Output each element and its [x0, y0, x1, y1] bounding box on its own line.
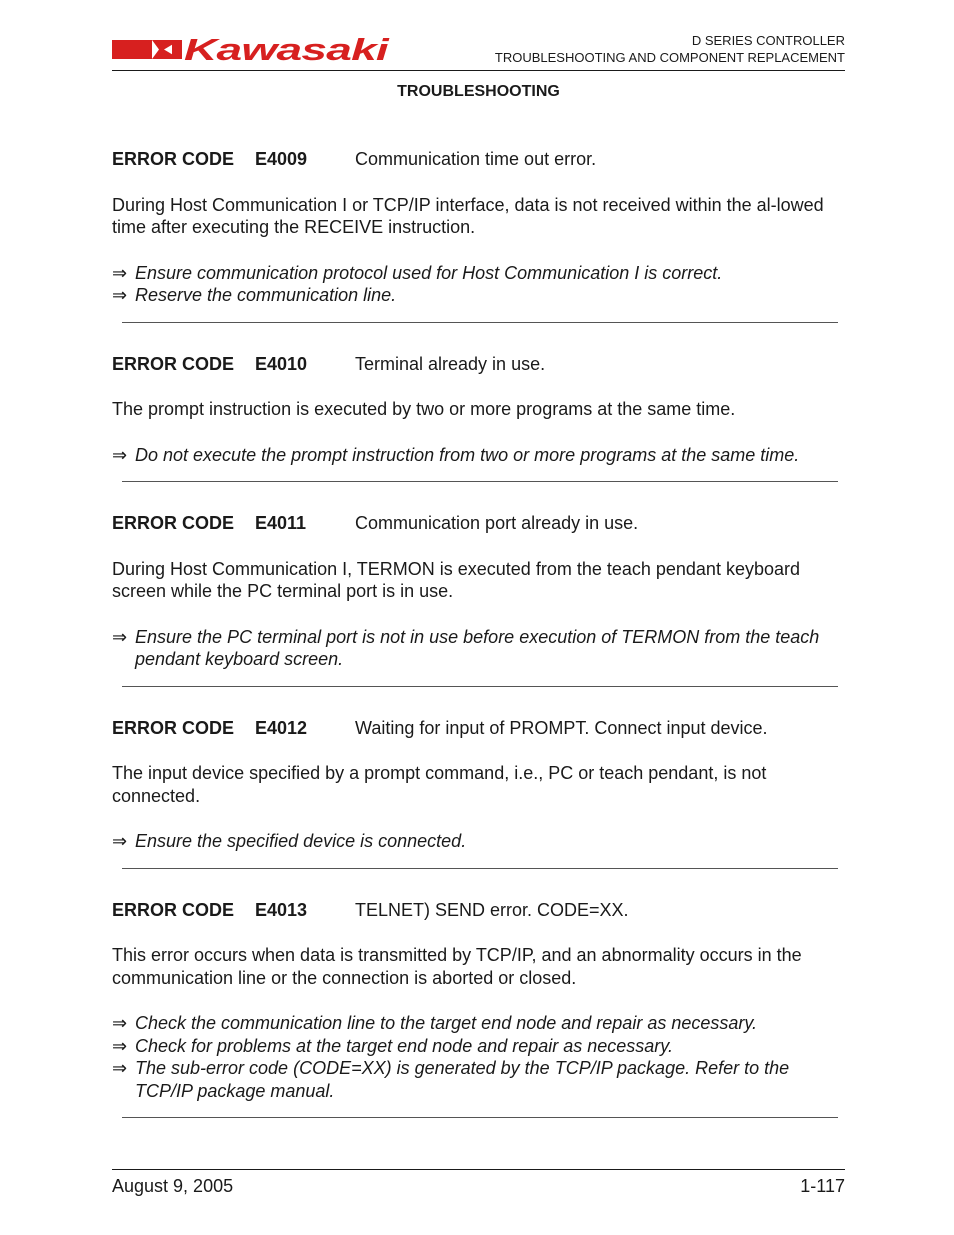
section-separator	[122, 311, 838, 323]
error-entry	[112, 512, 838, 687]
error-label: ERROR CODE	[112, 717, 235, 738]
error-description: During Host Communication I, TERMON is executed from the teach pendant keyboard screen while the PC terminal port is in use.	[112, 558, 800, 601]
arrow-icon: ⇒	[112, 1058, 128, 1078]
footer-date: August 9, 2005	[112, 1176, 234, 1196]
series-title: D SERIES CONTROLLER	[691, 33, 845, 48]
error-label: ERROR CODE	[112, 149, 235, 169]
error-message: Communication time out error.	[355, 149, 597, 169]
arrow-icon: ⇒	[112, 285, 128, 305]
page-header	[112, 30, 845, 70]
arrow-icon: ⇒	[112, 626, 128, 647]
error-description: The input device specified by a prompt command, i.e., PC or teach pendant, is not connected.	[112, 763, 767, 806]
arrow-icon: ⇒	[112, 831, 128, 851]
action-item	[112, 830, 838, 853]
error-label: ERROR CODE	[112, 353, 235, 374]
error-description: During Host Communication I or TCP/IP interface, data is not received within the al-lowed time after executing the RECEIVE instruction.	[112, 194, 824, 237]
error-code: E4009	[255, 149, 308, 169]
error-description: This error occurs when data is transmitted by TCP/IP, and an abnormality occurs in the communication line or the connection is aborted or closed.	[112, 945, 802, 988]
action-item	[112, 1035, 838, 1058]
logo-wordmark: Kawasaki	[184, 34, 391, 64]
action-item	[112, 262, 838, 285]
action-item	[112, 284, 838, 307]
action-text: The sub-error code (CODE=XX) is generated by the TCP/IP package. Refer to the TCP/IP package manual.	[135, 1058, 790, 1101]
corrective-actions	[112, 262, 838, 307]
error-heading	[112, 353, 838, 376]
error-heading	[112, 899, 838, 922]
action-text: Do not execute the prompt instruction from two or more programs at the same time.	[135, 444, 800, 465]
action-item	[112, 1012, 838, 1035]
section-separator	[122, 470, 838, 482]
error-message: Terminal already in use.	[355, 353, 546, 374]
error-code: E4010	[255, 353, 308, 374]
error-label: ERROR CODE	[112, 899, 235, 920]
header-info	[495, 32, 845, 66]
arrow-icon: ⇒	[112, 1035, 128, 1056]
corrective-actions	[112, 626, 838, 671]
action-text: Reserve the communication line.	[135, 285, 397, 305]
error-entry	[112, 899, 838, 1119]
document-subtitle: TROUBLESHOOTING AND COMPONENT REPLACEMENT	[494, 50, 845, 65]
arrow-icon: ⇒	[112, 444, 128, 465]
corrective-actions	[112, 830, 838, 853]
error-description: The prompt instruction is executed by two or more programs at the same time.	[112, 399, 736, 419]
header-divider	[112, 70, 845, 71]
error-list	[112, 148, 838, 1148]
corrective-actions	[112, 1012, 838, 1102]
footer-divider	[112, 1169, 845, 1170]
page-number: 1-117	[800, 1176, 845, 1196]
kawasaki-logo	[112, 34, 392, 64]
error-message: TELNET) SEND error. CODE=XX.	[355, 899, 629, 920]
error-entry	[112, 717, 838, 869]
error-entry	[112, 148, 838, 323]
action-item	[112, 626, 838, 671]
section-separator	[122, 1106, 838, 1118]
error-code: E4013	[255, 899, 308, 920]
error-code: E4012	[255, 717, 308, 738]
action-text: Ensure the PC terminal port is not in use before execution of TERMON from the teach pendant keyboard screen.	[135, 626, 820, 669]
error-message: Communication port already in use.	[355, 513, 639, 533]
action-text: Ensure the specified device is connected.	[135, 831, 467, 851]
section-separator	[122, 857, 838, 869]
action-item	[112, 444, 838, 467]
corrective-actions	[112, 444, 838, 467]
error-heading	[112, 512, 838, 535]
error-heading	[112, 717, 838, 740]
error-label: ERROR CODE	[112, 513, 235, 533]
section-title: TROUBLESHOOTING	[397, 83, 560, 100]
action-text: Ensure communication protocol used for Host Communication I is correct.	[135, 262, 723, 283]
arrow-icon: ⇒	[112, 1013, 128, 1033]
section-separator	[122, 675, 838, 687]
error-message: Waiting for input of PROMPT. Connect input device.	[355, 717, 768, 738]
error-code: E4011	[255, 513, 307, 533]
action-text: Check for problems at the target end node and repair as necessary.	[135, 1035, 673, 1056]
error-entry	[112, 353, 838, 483]
error-heading	[112, 148, 838, 171]
arrow-icon: ⇒	[112, 262, 128, 283]
action-text: Check the communication line to the target end node and repair as necessary.	[135, 1013, 758, 1033]
action-item	[112, 1057, 838, 1102]
